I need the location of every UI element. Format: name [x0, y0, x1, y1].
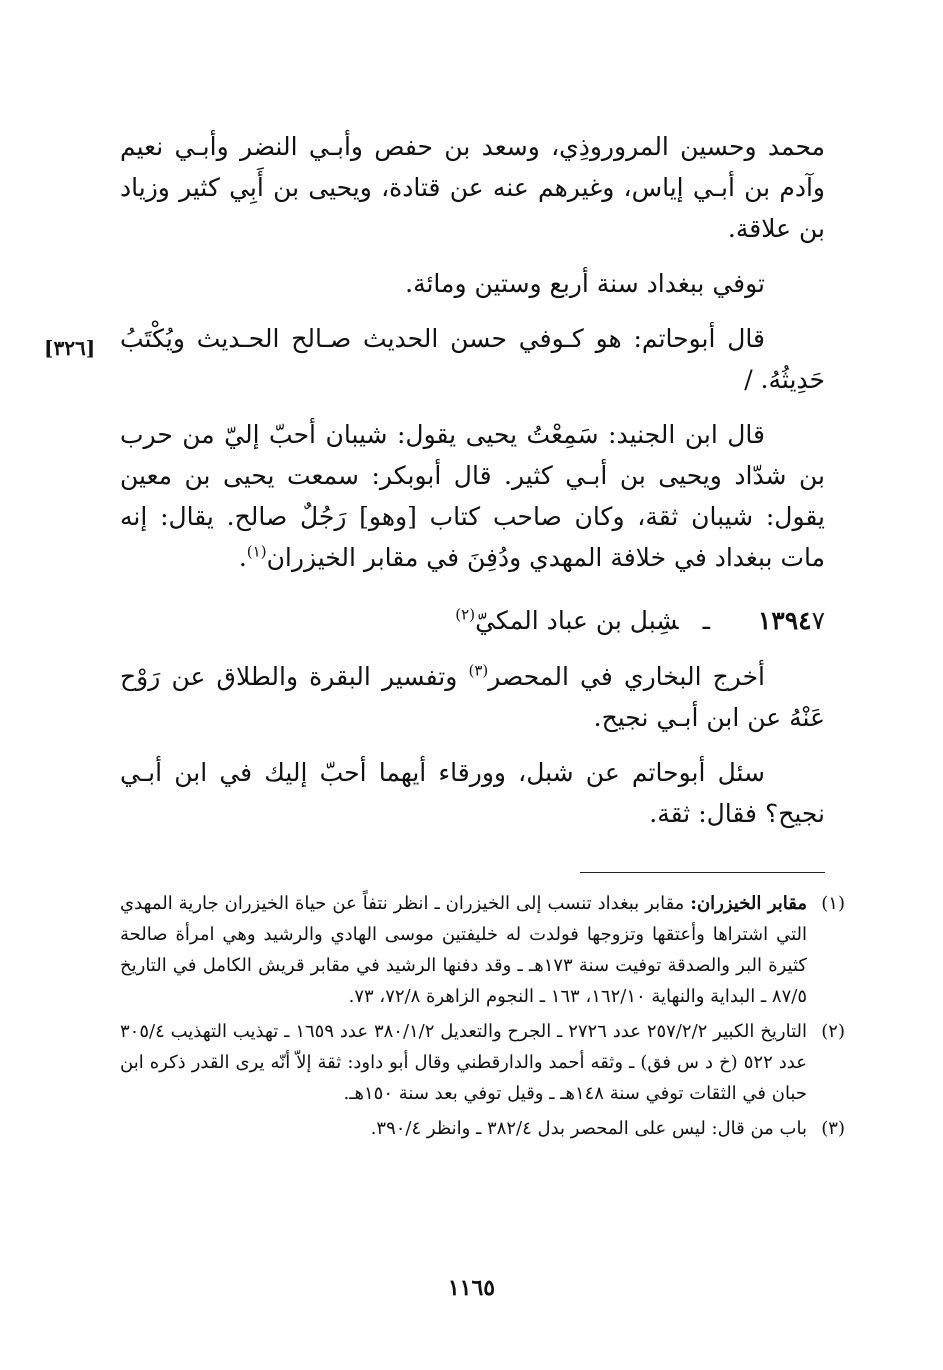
paragraph-narrators: محمد وحسين المروروذِي، وسعد بن حفص وأبـي النضر وأبـي نعيم وآدم بن أبـي إياس، وغيرهم عنه عن قتادة، ويحيى بن أَبِي كثير وزياد بن علاقة.	[120, 132, 825, 243]
footnote-text	[120, 888, 807, 1012]
margin-page-reference: [٣٢٦]	[44, 336, 96, 360]
footnote-body: باب من قال: ليس على المحصر بدل ٣٨٢/٤ ـ وانظر ٣٩٠/٤.	[370, 1118, 807, 1139]
body-text-lower	[120, 656, 825, 834]
footnote-body: التاريخ الكبير ٢٥٧/٢/٢ عدد ٢٧٢٦ ـ الجرح والتعديل ٣٨٠/١/٢ عدد ١٦٥٩ ـ تهذيب التهذيب ٣٠٥/٤ عدد ٥٢٢ (خ د س فق) ـ وثقه أحمد والدارقطني وقال أبو داود: ثقة إلاّ أنّه يرى القدر ذكره ابن حبان في الثقات توفي سنة ١٤٨هـ ـ وقيل توفي بعد سنة ١٥٠هـ.	[120, 1021, 808, 1104]
footnote-ref-1: (١)	[246, 542, 267, 561]
footnote-number: (١)	[821, 893, 845, 914]
footnote-1	[120, 888, 845, 1012]
footnote-3	[120, 1113, 845, 1144]
paragraph-ibn-junayd-end: .	[238, 543, 247, 572]
body-text-upper	[120, 126, 825, 578]
paragraph-ibn-junayd-text: قال ابن الجنيد: سَمِعْتُ يحيى يقول: شيبان أحبّ إليّ من حرب بن شدّاد ويحيى بن أبـي كثير. قال أبوبكر: سمعت يحيى بن معين يقول: شيبان ثقة، وكان صاحب كتاب [وهو] رَجُلٌ صالح. يقال: إنه مات ببغداد في خلافة المهدي ودُفِنَ في مقابر الخيزران	[120, 420, 825, 572]
paragraph-abu-hatim: قال أبوحاتم: هو كـوفي حسن الحديث صـالح الحـديث ويُكْتَبُ حَدِيثُهُ. /	[120, 324, 825, 394]
footnote-number: (٣)	[821, 1118, 845, 1139]
paragraph-bukhari-rest: وتفسير البقرة والطلاق عن رَوْح عَنْهُ عن ابن أبـي نجيح.	[120, 662, 825, 732]
footnote-ref-3: (٣)	[468, 661, 489, 680]
footnote-heading: مقابر الخيزران:	[690, 893, 807, 914]
footnote-ref-2: (٢)	[455, 605, 476, 624]
footnote-2	[120, 1016, 845, 1109]
entry-heading	[120, 600, 825, 641]
entry-number: ١٣٩٤	[757, 606, 812, 635]
paragraph-bukhari-text: أخرج البخاري في المحصر	[488, 662, 766, 691]
footnotes	[120, 888, 845, 1148]
paragraph-bukhari	[120, 656, 825, 738]
footnote-number: (٢)	[821, 1021, 845, 1042]
page-number: ١١٦٥	[447, 1275, 496, 1301]
footnote-body: مقابر ببغداد تنسب إلى الخيزران ـ انظر نتفاً عن حياة الخيزران جارية المهدي التي اشتراها وأعتقها وتزوجها فولدت له خليفتين موسى الهادي والرشيد وهي امرأة صالحة كثيرة البر والصدقة توفيت سنة ١٧٣هـ ـ وقد دفنها الرشيد في مقابر قريش الكامل في التاريخ ٨٧/٥ ـ البداية والنهاية ١٦٢/١٠، ١٦٣ ـ النجوم الزاهرة ٧٢/٨، ٧٣.	[120, 893, 807, 1007]
entry-subnumber: ٧ ـ	[702, 606, 825, 635]
entry-name: شِبل بن عباد المكيّ	[475, 606, 679, 635]
paragraph-death: توفي ببغداد سنة أربع وستين ومائة.	[405, 269, 765, 298]
paragraph-ibn-junayd	[120, 414, 825, 578]
footnote-divider	[580, 872, 825, 873]
paragraph-question: سئل أبوحاتم عن شبل، وورقاء أيهما أحبّ إليك في ابن أبـي نجيح؟ فقال: ثقة.	[120, 758, 825, 828]
